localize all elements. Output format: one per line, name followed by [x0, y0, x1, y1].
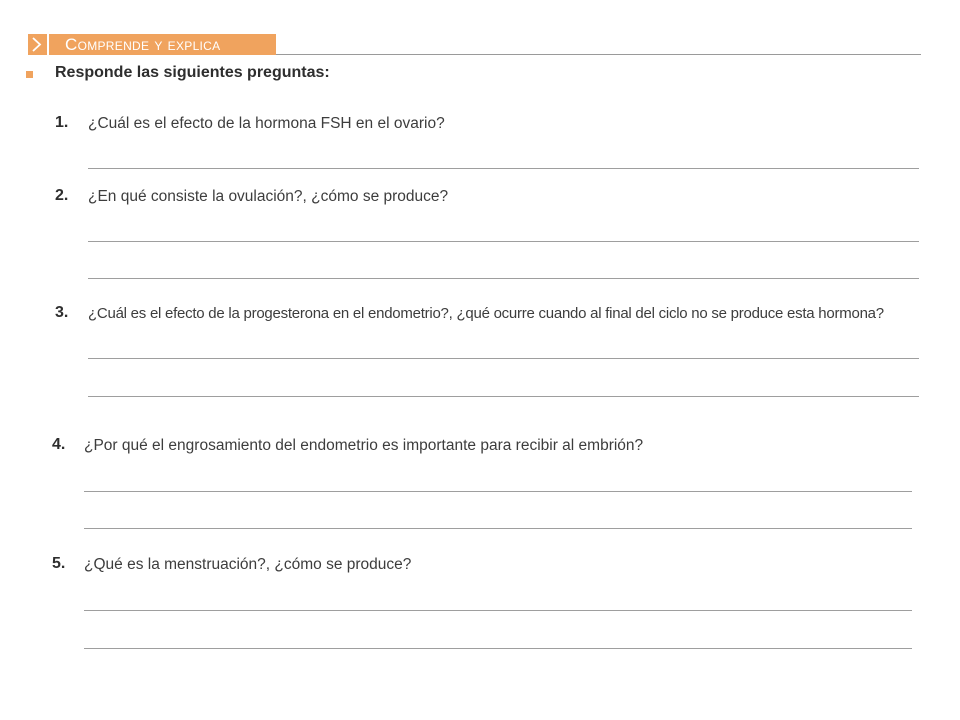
question-number: 1.: [55, 114, 69, 131]
section-title: Comprende y explica: [65, 35, 221, 54]
header-separator: [47, 34, 49, 55]
chevron-right-icon: [28, 34, 45, 55]
question-text: ¿Por qué el engrosamiento del endometrio es importante para recibir al embrión?: [84, 437, 644, 454]
instruction-text: Responde las siguientes preguntas:: [55, 64, 330, 81]
answer-line[interactable]: [88, 396, 919, 397]
question-text: ¿Cuál es el efecto de la progesterona en el endometrio?, ¿qué ocurre cuando al final del ciclo no se produce esta hormona?: [88, 305, 884, 322]
question-number: 3.: [55, 304, 69, 321]
answer-line[interactable]: [84, 528, 912, 529]
question-number: 4.: [52, 436, 66, 453]
answer-line[interactable]: [84, 491, 912, 492]
section-header-tag: [28, 34, 276, 55]
question-number: 5.: [52, 555, 66, 572]
question-text: ¿Cuál es el efecto de la hormona FSH en el ovario?: [88, 115, 445, 132]
answer-line[interactable]: [88, 168, 919, 169]
answer-line[interactable]: [84, 648, 912, 649]
question-text: ¿Qué es la menstruación?, ¿cómo se produce?: [84, 556, 412, 573]
answer-line[interactable]: [88, 241, 919, 242]
question-number: 2.: [55, 187, 69, 204]
answer-line[interactable]: [88, 278, 919, 279]
answer-line[interactable]: [88, 358, 919, 359]
answer-line[interactable]: [84, 610, 912, 611]
instruction-bullet: [26, 71, 33, 78]
question-text: ¿En qué consiste la ovulación?, ¿cómo se produce?: [88, 188, 449, 205]
